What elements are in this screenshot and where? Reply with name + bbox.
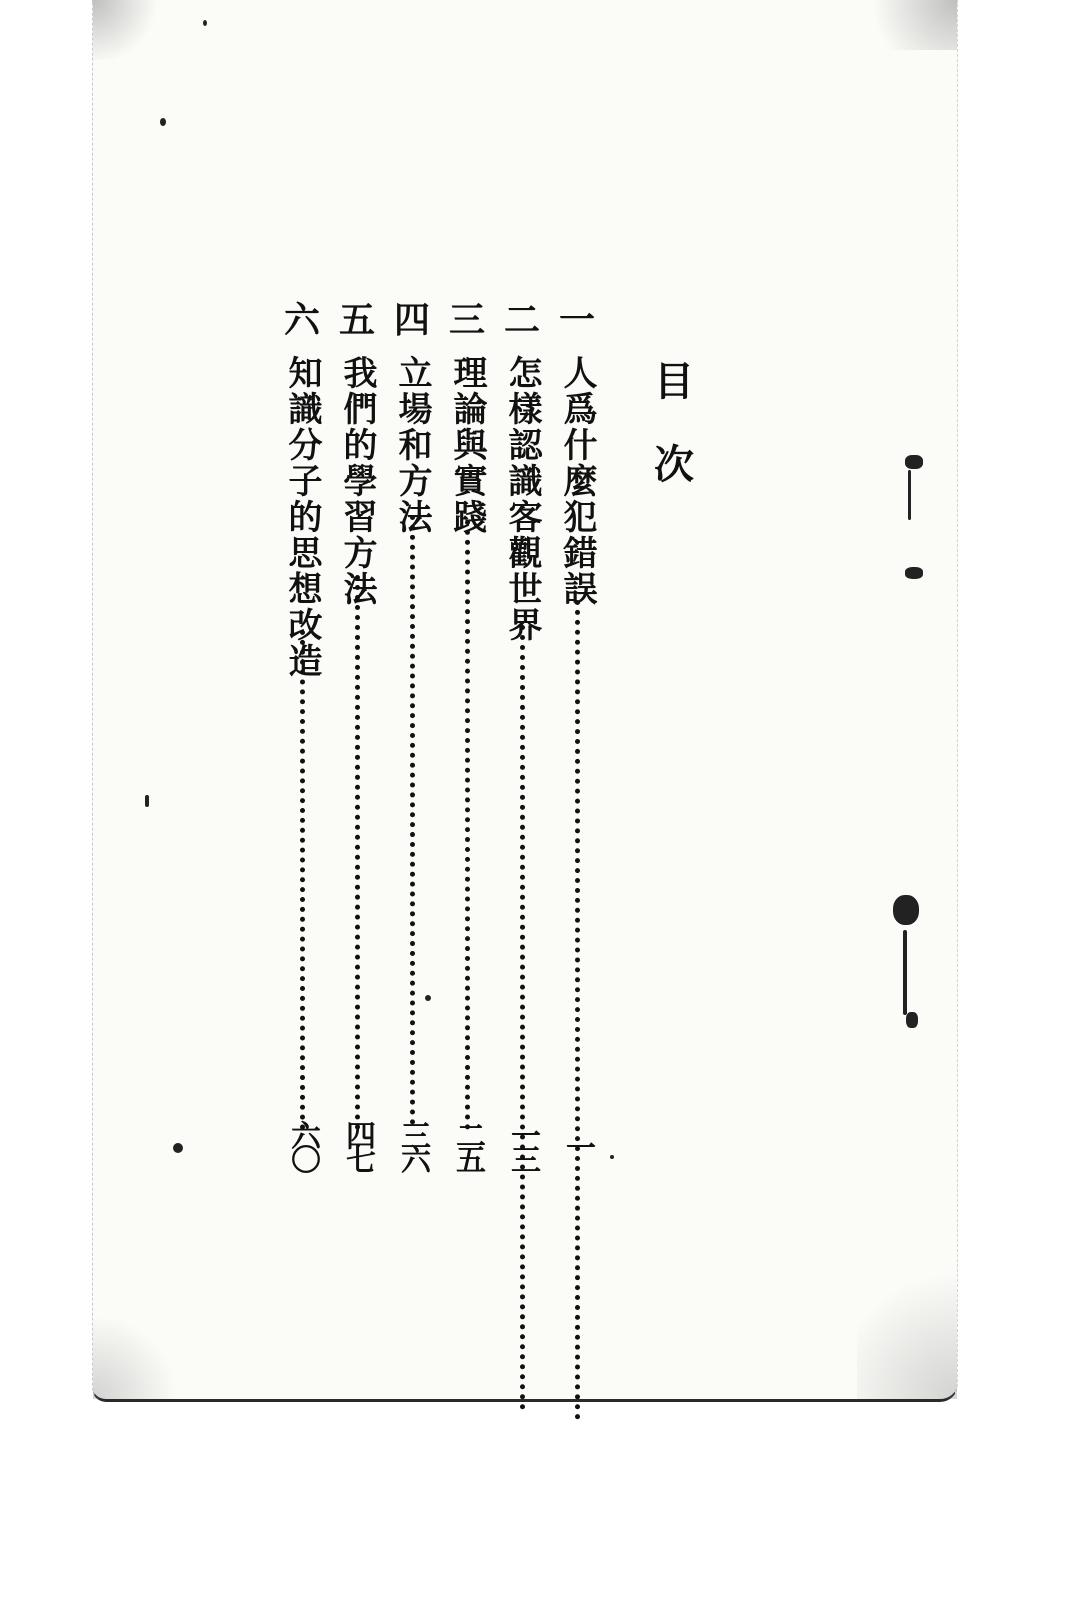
- chapter-title: 怎樣認識客觀世界: [502, 355, 542, 643]
- page-number: 三六: [395, 1120, 430, 1168]
- toc-entry-3: [447, 300, 487, 1180]
- dot-leader: [355, 575, 360, 1130]
- page-number: 四七: [340, 1120, 375, 1168]
- ink-blot: [905, 567, 923, 579]
- ink-speck: [425, 995, 431, 1001]
- page-number: 二五: [450, 1120, 485, 1168]
- chapter-number: 六: [283, 299, 320, 341]
- toc-entry-5: [337, 300, 377, 1180]
- ink-speck: [203, 20, 207, 26]
- toc-heading-char-2: 次: [654, 441, 694, 488]
- ink-speck: [173, 1143, 183, 1153]
- toc-heading: [650, 350, 698, 490]
- page-number: 一: [560, 1132, 595, 1156]
- ink-blot: [905, 455, 923, 469]
- chapter-number: 二: [503, 299, 540, 341]
- dot-leader: [520, 625, 525, 1410]
- toc-entry-6: [282, 300, 322, 1180]
- page-stain: [857, 1249, 957, 1399]
- chapter-number: 五: [338, 299, 375, 341]
- ink-speck: [145, 795, 149, 807]
- chapter-title: 立場和方法: [392, 355, 432, 535]
- chapter-title: 理論與實踐: [447, 355, 487, 535]
- chapter-number: 三: [448, 299, 485, 341]
- toc-entry-4: [392, 300, 432, 1180]
- ink-blot: [906, 1012, 918, 1028]
- ink-stroke: [903, 930, 907, 1015]
- page-number: 一三: [505, 1120, 540, 1168]
- chapter-title: 人爲什麼犯錯誤: [557, 355, 597, 607]
- page-stain: [847, 0, 957, 50]
- ink-blot: [893, 895, 919, 925]
- toc-heading-char-1: 目: [654, 358, 694, 405]
- dot-leader: [465, 520, 470, 1130]
- chapter-title: 我們的學習方法: [337, 355, 377, 607]
- chapter-number: 四: [393, 299, 430, 341]
- toc-entry-1: [557, 300, 597, 1180]
- ink-speck: [160, 118, 166, 126]
- dot-leader: [300, 630, 305, 1130]
- chapter-title: 知識分子的思想改造: [282, 355, 322, 679]
- dot-leader: [575, 600, 580, 1420]
- ink-stroke: [908, 470, 911, 520]
- dot-leader: [410, 515, 415, 1125]
- chapter-number: 一: [558, 299, 595, 341]
- toc-entry-2: [502, 300, 542, 1180]
- page-number: 六〇: [285, 1120, 320, 1168]
- page-stain: [93, 0, 163, 60]
- page-stain: [93, 1319, 183, 1399]
- ink-speck: [610, 1155, 614, 1159]
